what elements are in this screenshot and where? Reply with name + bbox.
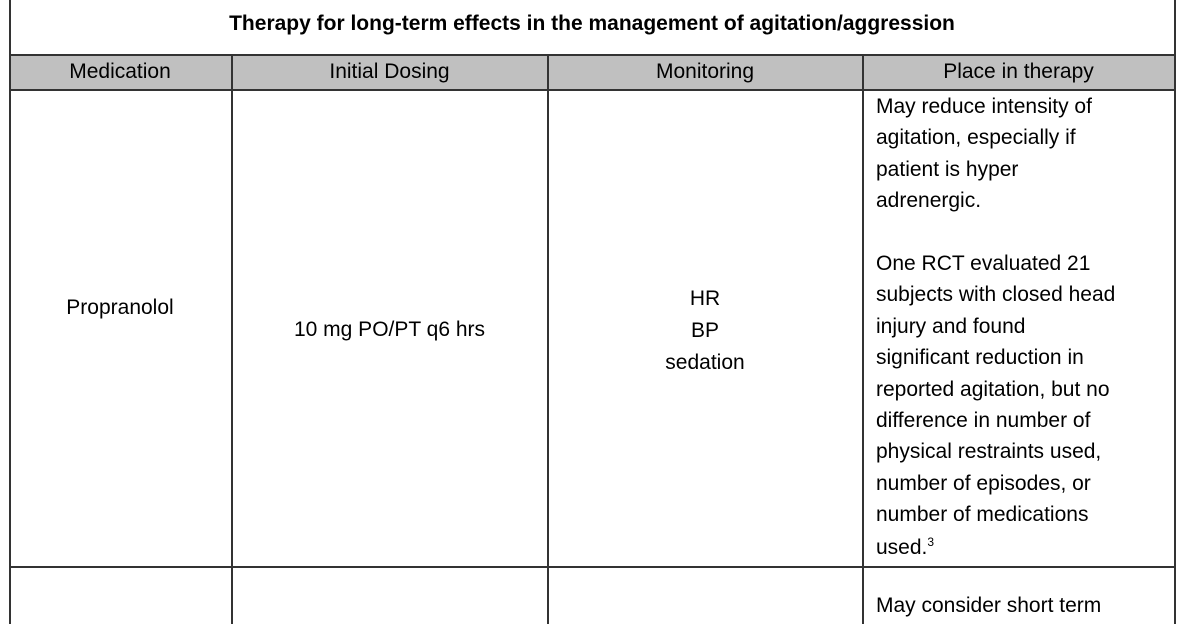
place-line: May reduce intensity of <box>876 95 1092 118</box>
place-in-therapy-last-line <box>876 532 934 564</box>
column-header-initial-dosing: Initial Dosing <box>329 60 450 83</box>
monitoring-item: BP <box>690 319 719 342</box>
place-line: reported agitation, but no <box>876 377 1110 401</box>
column-header-monitoring: Monitoring <box>655 60 755 83</box>
place-line: subjects with closed head <box>876 283 1116 307</box>
dosing-cell: 10 mg PO/PT q6 hrs <box>293 318 486 341</box>
footnote-reference: 3 <box>927 535 935 549</box>
divider <box>9 566 1175 568</box>
table-title: Therapy for long-term effects in the management of agitation/aggression <box>229 12 955 35</box>
place-line: used. <box>876 536 928 559</box>
monitoring-item: HR <box>689 287 721 310</box>
monitoring-item: sedation <box>665 351 745 374</box>
place-line: physical restraints used, <box>876 440 1102 464</box>
column-header-place-in-therapy: Place in therapy <box>943 60 1094 83</box>
place-line: patient is hyper <box>876 157 1019 181</box>
place-line: adrenergic. <box>876 189 982 213</box>
place-line: agitation, especially if <box>876 126 1076 150</box>
place-line: One RCT evaluated 21 <box>876 252 1091 275</box>
medication-cell: Propranolol <box>66 296 174 319</box>
place-line: injury and found <box>876 314 1026 338</box>
table-border-right <box>1174 0 1176 624</box>
place-in-therapy-line: May consider short term <box>876 594 1102 617</box>
column-divider <box>862 54 864 624</box>
column-header-medication: Medication <box>69 60 171 83</box>
place-line: number of medications <box>876 503 1089 527</box>
place-line: significant reduction in <box>876 346 1084 370</box>
place-line: number of episodes, or <box>876 471 1091 495</box>
place-line: difference in number of <box>876 409 1091 432</box>
